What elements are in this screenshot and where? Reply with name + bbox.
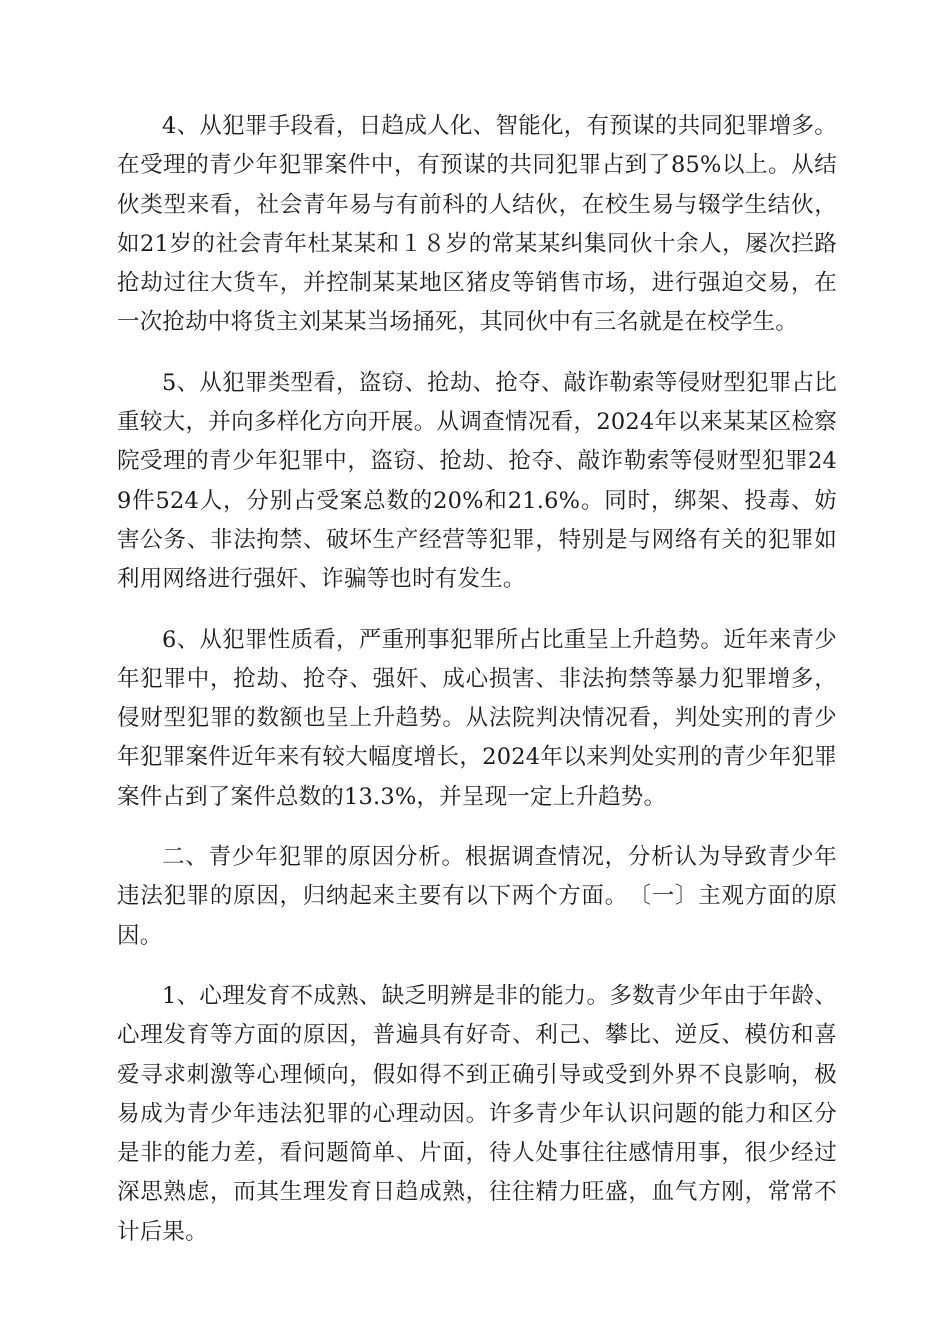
paragraph-cause-analysis: 二、青少年犯罪的原因分析。根据调查情况，分析认为导致青少年违法犯罪的原因，归纳起来主要有以下两个方面。 〔一〕主观方面的原因。 — [117, 844, 837, 949]
paragraph-crime-nature: 6、从犯罪性质看，严重刑事犯罪所占比重呈上升趋势。近年来青少年犯罪中，抢劫、抢夺、强奸、成心损害、非法拘禁等暴力犯罪增多，侵财型犯罪的数额也呈上升趋势。从法院判决情况看，判处实刑的青少年犯罪案件近年来有较大幅度增长，2024年以来判处实刑的青少年犯罪案件占到了案件总数的13.3%，并呈现一定上升趋势。 — [117, 626, 837, 810]
paragraph-criminal-means: 4、从犯罪手段看，日趋成人化、智能化，有预谋的共同犯罪增多。在受理的青少年犯罪案件中，有预谋的共同犯罪占到了85%以上。从结伙类型来看，社会青年易与有前科的人结伙，在校生易与辍学生结伙，如21岁的社会青年杜某某和１８岁的常某某纠集同伙十余人，屡次拦路抢劫过往大货车，并控制某某地区猪皮等销售市场，进行强迫交易，在一次抢劫中将货主刘某某当场捅死，其同伙中有三名就是在校学生。 — [117, 113, 837, 336]
paragraph-psychological-development: 1、心理发育不成熟、缺乏明辨是非的能力。多数青少年由于年龄、心理发育等方面的原因，普遍具有好奇、利己、攀比、逆反、模仿和喜爱寻求刺激等心理倾向，假如得不到正确引导或受到外界不良影响，极易成为青少年违法犯罪的心理动因。许多青少年认识问题的能力和区分是非的能力差，看问题简单、片面，待人处事往往感情用事，很少经过深思熟虑，而其生理发育日趋成熟，往往精力旺盛，血气方刚，常常不计后果。 — [117, 982, 837, 1245]
paragraph-crime-types: 5、从犯罪类型看，盗窃、抢劫、抢夺、敲诈勒索等侵财型犯罪占比重较大，并向多样化方向开展。从调查情况看，2024年以来某某区检察院受理的青少年犯罪中，盗窃、抢劫、抢夺、敲诈勒索等侵财型犯罪249件524人，分别占受案总数的20%和21.6%。同时，绑架、投毒、妨害公务、非法拘禁、破坏生产经营等犯罪，特别是与网络有关的犯罪如利用网络进行强奸、诈骗等也时有发生。 — [117, 369, 837, 593]
document-body — [117, 107, 837, 1252]
